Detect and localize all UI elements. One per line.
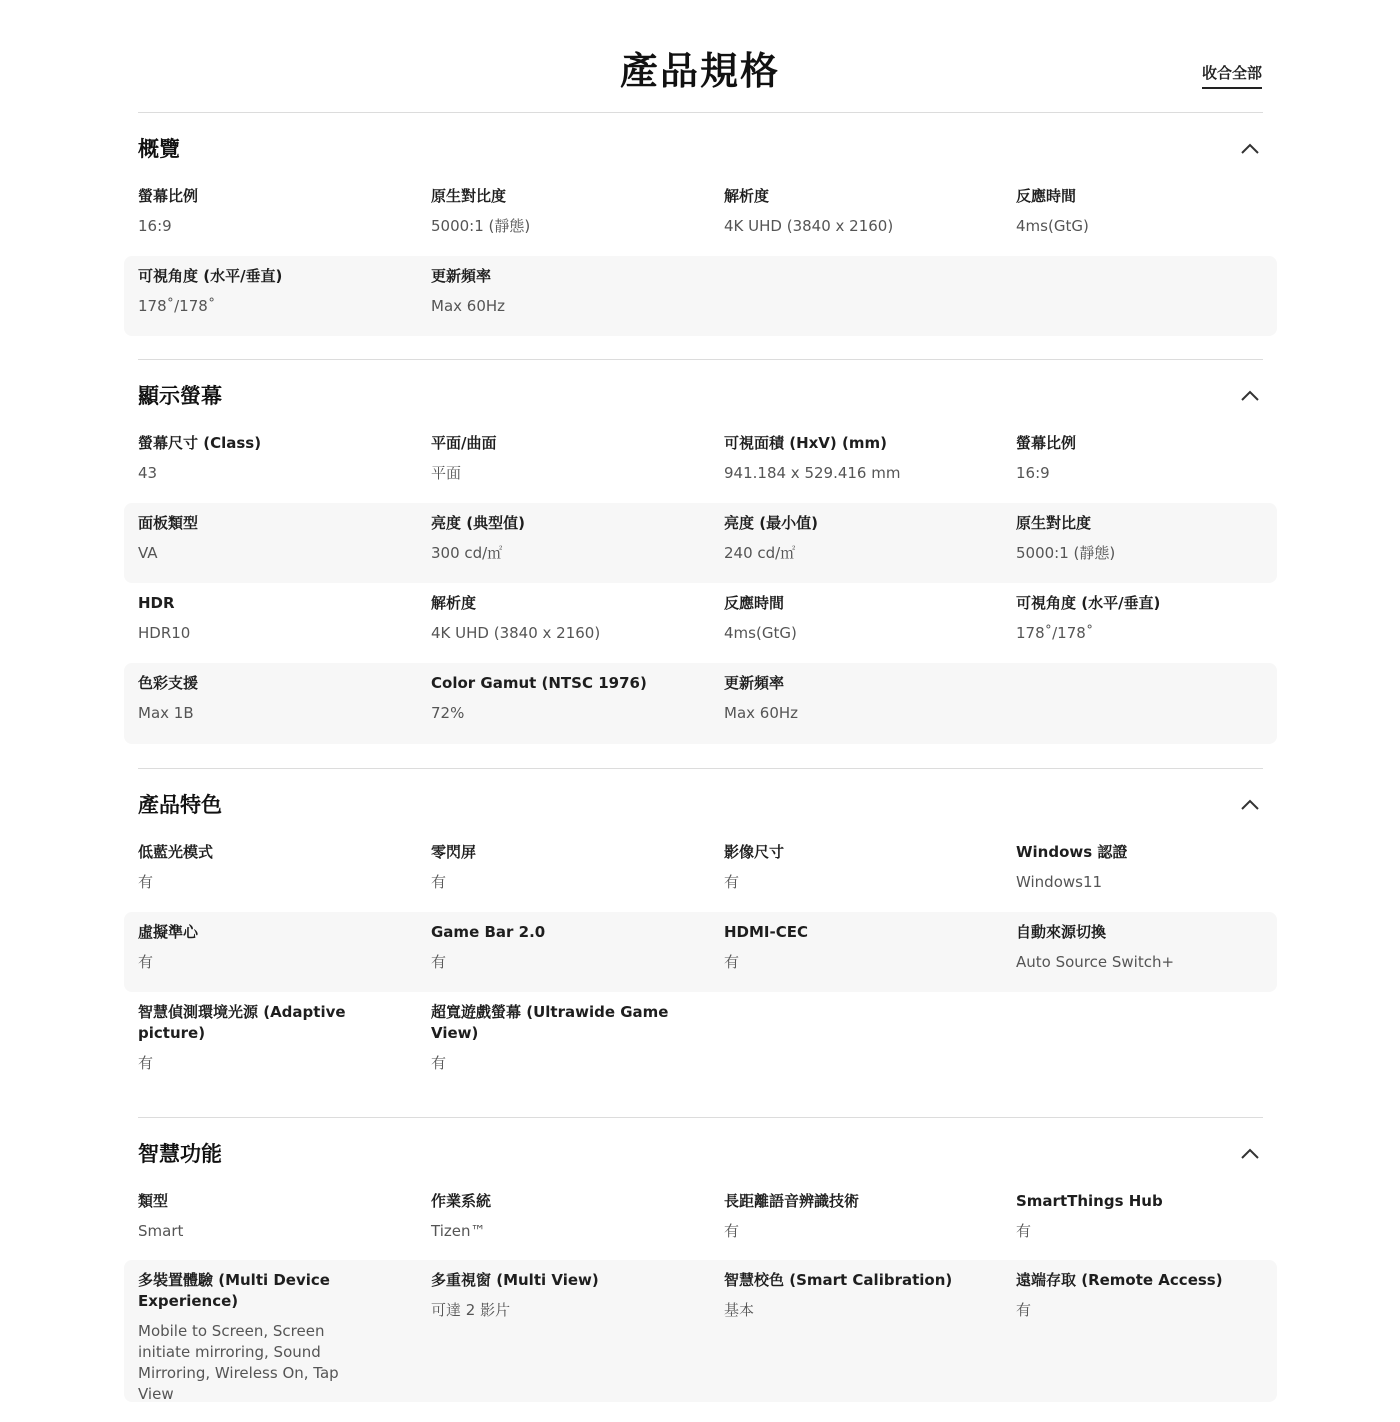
spec-value: Auto Source Switch+ bbox=[1016, 953, 1175, 971]
spec-value: 43 bbox=[138, 464, 158, 482]
spec-label: 超寬遊戲螢幕 (Ultrawide Game View) bbox=[431, 1003, 669, 1042]
spec-label: 平面/曲面 bbox=[431, 434, 497, 452]
spec-value: 有 bbox=[138, 1054, 154, 1072]
spec-label: 長距離語音辨識技術 bbox=[724, 1192, 860, 1210]
chevron-up-icon[interactable] bbox=[1239, 794, 1261, 816]
section-divider bbox=[138, 768, 1263, 769]
spec-value: 基本 bbox=[724, 1301, 755, 1319]
spec-label: 反應時間 bbox=[724, 594, 785, 612]
section-header-toggle[interactable] bbox=[138, 134, 1263, 164]
spec-label: 虛擬準心 bbox=[138, 923, 199, 941]
spec-label: 遠端存取 (Remote Access) bbox=[1016, 1271, 1223, 1289]
spec-row bbox=[124, 583, 1277, 663]
spec-label: 螢幕比例 bbox=[138, 187, 199, 205]
spec-row bbox=[124, 503, 1277, 583]
section-overview bbox=[124, 112, 1277, 337]
spec-value: 有 bbox=[431, 953, 447, 971]
spec-label: 作業系統 bbox=[431, 1192, 492, 1210]
spec-value: VA bbox=[138, 544, 158, 562]
spec-label: HDR bbox=[138, 594, 175, 612]
spec-label: 可視角度 (水平/垂直) bbox=[1016, 594, 1161, 612]
spec-label: 更新頻率 bbox=[724, 674, 785, 692]
spec-value: 有 bbox=[138, 953, 154, 971]
spec-value: 300 cd/㎡ bbox=[431, 544, 503, 562]
spec-value: 有 bbox=[431, 873, 447, 891]
section-title: 產品特色 bbox=[138, 793, 222, 817]
spec-value: 16:9 bbox=[1016, 464, 1050, 482]
section-divider bbox=[138, 112, 1263, 113]
spec-value: Mobile to Screen, Screen initiate mirroring, Sound Mirroring, Wireless On, Tap View bbox=[138, 1322, 339, 1403]
spec-label: 智慧偵測環境光源 (Adaptive picture) bbox=[138, 1003, 346, 1042]
spec-row bbox=[124, 176, 1277, 256]
spec-value: 有 bbox=[1016, 1222, 1032, 1240]
spec-value: Max 60Hz bbox=[724, 704, 799, 722]
spec-value: Tizen™ bbox=[431, 1222, 486, 1240]
spec-value: HDR10 bbox=[138, 624, 191, 642]
spec-label: 多裝置體驗 (Multi Device Experience) bbox=[138, 1271, 330, 1310]
spec-label: 更新頻率 bbox=[431, 267, 492, 285]
spec-label: SmartThings Hub bbox=[1016, 1192, 1163, 1210]
section-display bbox=[124, 359, 1277, 745]
spec-label: 色彩支援 bbox=[138, 674, 199, 692]
spec-value: 有 bbox=[431, 1054, 447, 1072]
chevron-up-icon[interactable] bbox=[1239, 385, 1261, 407]
spec-label: 可視角度 (水平/垂直) bbox=[138, 267, 283, 285]
section-smart-features bbox=[124, 1117, 1277, 1402]
page-title: 產品規格 bbox=[619, 49, 780, 93]
spec-value: Windows11 bbox=[1016, 873, 1103, 891]
spec-label: 低藍光模式 bbox=[138, 843, 214, 861]
section-divider bbox=[138, 359, 1263, 360]
spec-label: 自動來源切換 bbox=[1016, 923, 1107, 941]
section-features bbox=[124, 768, 1277, 1098]
spec-label: 多重視窗 (Multi View) bbox=[431, 1271, 599, 1289]
spec-value: 16:9 bbox=[138, 217, 172, 235]
collapse-all-link[interactable]: 收合全部 bbox=[1202, 62, 1262, 89]
spec-value: 有 bbox=[724, 1222, 740, 1240]
spec-value: 4ms(GtG) bbox=[1016, 217, 1089, 235]
spec-row bbox=[124, 256, 1277, 336]
spec-value: 有 bbox=[138, 873, 154, 891]
section-divider bbox=[138, 1117, 1263, 1118]
chevron-up-icon[interactable] bbox=[1239, 138, 1261, 160]
section-header-toggle[interactable] bbox=[138, 1139, 1263, 1169]
spec-label: 原生對比度 bbox=[1016, 514, 1092, 532]
spec-label: 螢幕比例 bbox=[1016, 434, 1077, 452]
spec-label: 亮度 (最小值) bbox=[724, 514, 818, 532]
spec-label: Game Bar 2.0 bbox=[431, 923, 546, 941]
spec-label: 類型 bbox=[138, 1192, 169, 1210]
spec-value: 5000:1 (靜態) bbox=[1016, 544, 1116, 562]
spec-label: 影像尺寸 bbox=[724, 843, 785, 861]
spec-label: 面板類型 bbox=[138, 514, 199, 532]
spec-value: Smart bbox=[138, 1222, 184, 1240]
section-header-toggle[interactable] bbox=[138, 381, 1263, 411]
spec-label: 解析度 bbox=[431, 594, 477, 612]
spec-row bbox=[124, 1181, 1277, 1259]
spec-value: Max 1B bbox=[138, 704, 194, 722]
section-title: 概覽 bbox=[138, 137, 180, 161]
spec-row bbox=[124, 912, 1277, 992]
spec-value: 178˚/178˚ bbox=[1016, 624, 1094, 642]
spec-label: 亮度 (典型值) bbox=[431, 514, 525, 532]
spec-label: 螢幕尺寸 (Class) bbox=[138, 434, 262, 452]
spec-value: 可達 2 影片 bbox=[431, 1301, 511, 1319]
spec-value: 有 bbox=[1016, 1301, 1032, 1319]
spec-row bbox=[124, 663, 1277, 744]
spec-value: 178˚/178˚ bbox=[138, 297, 216, 315]
section-title: 智慧功能 bbox=[138, 1142, 222, 1166]
spec-row bbox=[124, 1260, 1277, 1402]
spec-value: 941.184 x 529.416 mm bbox=[724, 464, 901, 482]
spec-value: 平面 bbox=[431, 464, 462, 482]
section-header-toggle[interactable] bbox=[138, 790, 1263, 820]
spec-label: HDMI-CEC bbox=[724, 923, 809, 941]
chevron-up-icon[interactable] bbox=[1239, 1143, 1261, 1165]
spec-label: 反應時間 bbox=[1016, 187, 1077, 205]
spec-value: 有 bbox=[724, 873, 740, 891]
spec-label: Color Gamut (NTSC 1976) bbox=[431, 674, 647, 692]
spec-label: 原生對比度 bbox=[431, 187, 507, 205]
spec-value: 4K UHD (3840 x 2160) bbox=[724, 217, 894, 235]
spec-label: 智慧校色 (Smart Calibration) bbox=[724, 1271, 953, 1289]
spec-value: Max 60Hz bbox=[431, 297, 506, 315]
section-title: 顯示螢幕 bbox=[138, 384, 222, 408]
spec-value: 4ms(GtG) bbox=[724, 624, 797, 642]
spec-label: 零閃屏 bbox=[431, 843, 477, 861]
spec-value: 72% bbox=[431, 704, 465, 722]
spec-label: 可視面積 (HxV) (mm) bbox=[724, 434, 887, 452]
spec-value: 5000:1 (靜態) bbox=[431, 217, 531, 235]
spec-row bbox=[124, 423, 1277, 503]
spec-row bbox=[124, 832, 1277, 912]
spec-value: 4K UHD (3840 x 2160) bbox=[431, 624, 601, 642]
spec-label: 解析度 bbox=[724, 187, 770, 205]
spec-value: 240 cd/㎡ bbox=[724, 544, 796, 562]
spec-value: 有 bbox=[724, 953, 740, 971]
spec-row bbox=[124, 992, 1277, 1092]
spec-label: Windows 認證 bbox=[1016, 843, 1128, 861]
